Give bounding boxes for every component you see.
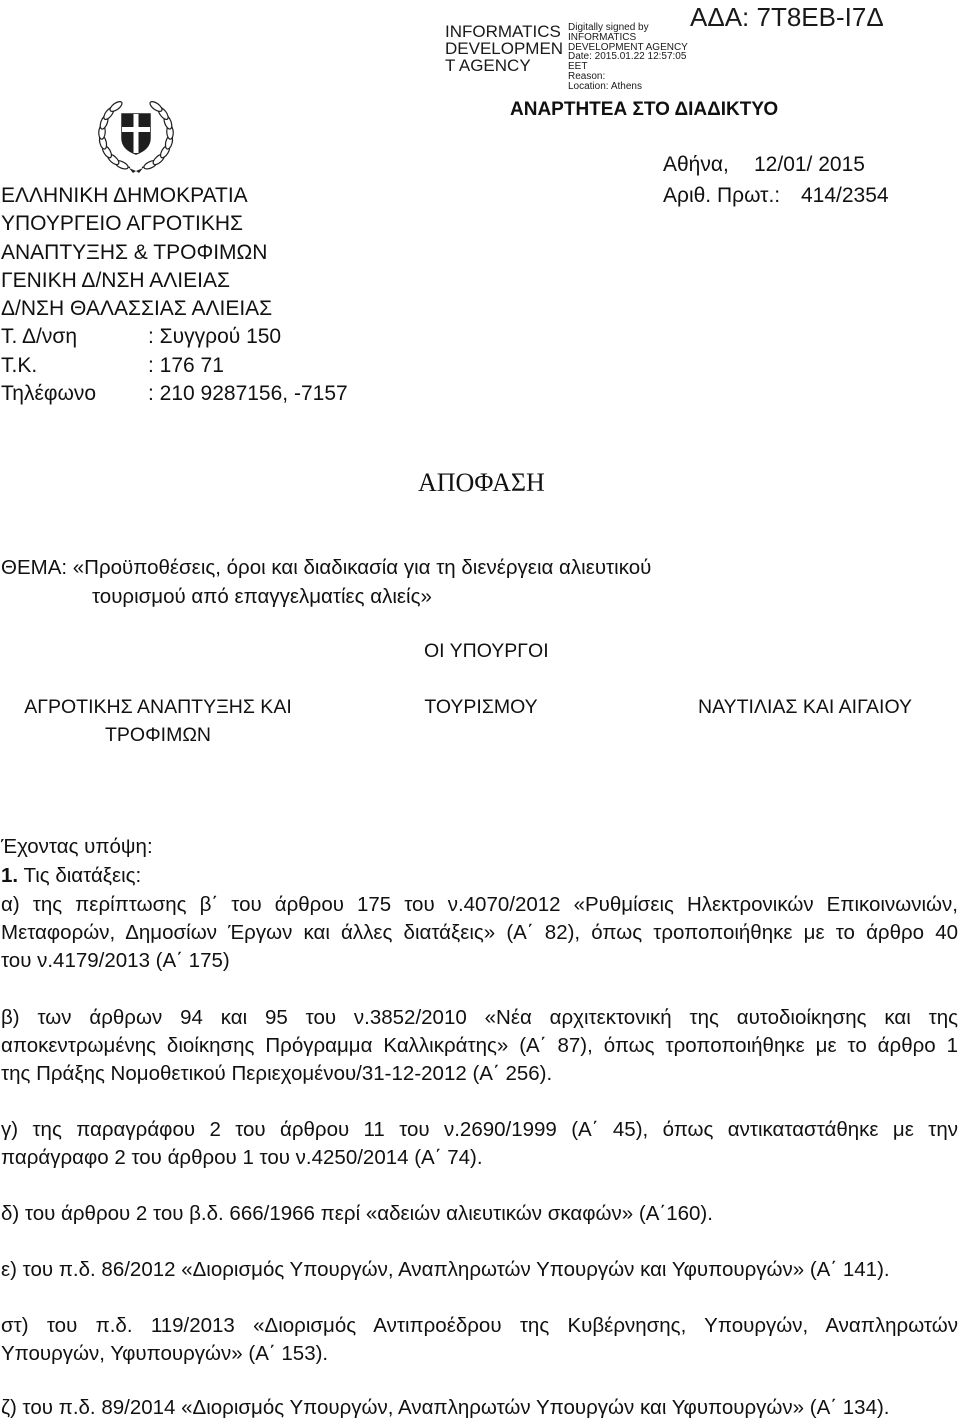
contact-value: : 210 9287156, -7157: [148, 382, 348, 406]
signature-detail-line: EET: [568, 61, 588, 73]
signature-details: [568, 23, 688, 92]
provision-line: Υπουργών, Υφυπουργών» (Α΄ 153).: [1, 1342, 329, 1365]
shield-cross-vertical: [134, 114, 139, 153]
minister-column-shipping: [680, 693, 930, 721]
contact-label: Τ. Δ/νση: [1, 325, 78, 349]
contact-address: [1, 323, 401, 351]
section-title: Τις διατάξεις:: [23, 864, 142, 887]
provision-line: στ) του π.δ. 119/2013 «Διορισμός Αντιπροέδρου της Κυβέρνησης, Υπουργών, Αναπληρωτών: [1, 1314, 958, 1337]
provision-line: παράγραφο 2 του άρθρου 1 του ν.4250/2014 (Α΄ 74).: [1, 1146, 483, 1169]
shield-cross-horizontal: [122, 127, 150, 132]
contact-label: Τ.Κ.: [1, 353, 38, 377]
provision-line: ζ) του π.δ. 89/2014 «Διορισμός Υπουργών, Αναπληρωτών Υπουργών και Υφυπουργών» (Α΄ 134).: [1, 1396, 890, 1419]
provision-line: α) της περίπτωσης β΄ του άρθρου 175 του ν.4070/2012 «Ρυθμίσεις Ηλεκτρονικών Επικοινωνιών,: [1, 893, 958, 916]
contact-value: : Συγγρού 150: [148, 325, 282, 349]
laurel-leaf: [148, 100, 163, 113]
provision-line: δ) του άρθρου 2 του β.δ. 666/1966 περί «αδειών αλιευτικών σκαφών» (Α΄160).: [1, 1202, 713, 1225]
document-type-title: ΑΠΟΦΑΣΗ: [418, 468, 545, 497]
issuer-line: Δ/ΝΣΗ ΘΑΛΑΣΣΙΑΣ ΑΛΙΕΙΑΣ: [1, 297, 273, 321]
signature-detail-line: INFORMATICS: [568, 31, 637, 43]
contact-postal-code: [1, 352, 401, 380]
minister-column-line: ΝΑΥΤΙΛΙΑΣ ΚΑΙ ΑΙΓΑΙΟΥ: [697, 696, 912, 718]
provision-item-b: [1, 1004, 958, 1088]
date-value: 12/01/ 2015: [754, 153, 865, 176]
laurel-leaf: [108, 100, 123, 113]
greek-coat-of-arms-icon: [93, 92, 179, 174]
place-label: Αθήνα,: [663, 153, 729, 176]
provision-item-c: [1, 1116, 958, 1172]
issuer-line: ΑΝΑΠΤΥΞΗΣ & ΤΡΟΦΙΜΩΝ: [1, 240, 268, 264]
publication-note: ΑΝΑΡΤΗΤΕΑ ΣΤΟ ΔΙΑΔΙΚΤΥΟ: [510, 99, 779, 120]
ribbon-bow: [129, 168, 143, 173]
signature-agency-line: T AGENCY: [445, 56, 531, 75]
provision-item-a: [1, 891, 958, 975]
protocol-value: 414/2354: [801, 184, 889, 207]
contact-label: Τηλέφωνο: [1, 382, 97, 406]
contact-value: : 176 71: [148, 353, 224, 377]
signature-agency-line: INFORMATICS: [445, 22, 561, 41]
provision-line: του ν.4179/2013 (Α΄ 175): [1, 949, 230, 972]
provision-line: ε) του π.δ. 86/2012 «Διορισμός Υπουργών, Αναπληρωτών Υπουργών και Υφυπουργών» (Α΄ 141).: [1, 1258, 890, 1281]
provision-item-g: [1, 1394, 958, 1422]
section-number: 1.: [1, 864, 19, 887]
signature-detail-line: Location: Athens: [568, 80, 642, 92]
issuing-authority: [1, 182, 401, 408]
provision-line: αποκεντρωμένης διοίκησης Πρόγραμμα Καλλικράτης» (Α΄ 87), όπως τροποποιήθηκε με το άρθρο 1: [1, 1034, 958, 1057]
minister-column-line: ΤΟΥΡΙΣΜΟΥ: [424, 696, 538, 718]
section-heading: [1, 862, 141, 890]
signature-agency-name: [445, 23, 563, 74]
ministers-heading: ΟΙ ΥΠΟΥΡΓΟΙ: [424, 640, 549, 662]
minister-column-line: ΑΓΡΟΤΙΚΗΣ ΑΝΑΠΤΥΞΗΣ ΚΑΙ: [24, 696, 292, 718]
provision-item-d: [1, 1200, 958, 1228]
minister-column-line: ΤΡΟΦΙΜΩΝ: [105, 724, 211, 746]
considerations-intro: Έχοντας υπόψη:: [1, 835, 153, 858]
provision-line: της Πράξης Νομοθετικού Περιεχομένου/31-12-2012 (Α΄ 256).: [1, 1062, 553, 1085]
provision-line: β) των άρθρων 94 και 95 του ν.3852/2010 «Νέα αρχιτεκτονική της αυτοδιοίκησης και της: [1, 1006, 958, 1029]
signature-detail-line: Digitally signed by: [568, 22, 649, 33]
provision-line: γ) της παραγράφου 2 του άρθρου 11 του ν.2690/1999 (Α΄ 45), όπως αντικαταστάθηκε με την: [1, 1118, 958, 1141]
signature-detail-line: DEVELOPMENT AGENCY: [568, 41, 688, 53]
protocol-label: Αριθ. Πρωτ.:: [663, 184, 781, 207]
issuer-line: ΕΛΛΗΝΙΚΗ ΔΗΜΟΚΡΑΤΙΑ: [1, 184, 248, 207]
issuer-line: ΓΕΝΙΚΗ Δ/ΝΣΗ ΑΛΙΕΙΑΣ: [1, 268, 230, 292]
signature-detail-line: Date: 2015.01.22 12:57:05: [568, 51, 687, 63]
place-date: [663, 151, 893, 180]
subject-line: ΘΕΜΑ: «Προϋποθέσεις, όροι και διαδικασία για τη διενέργεια αλιευτικού: [1, 556, 652, 579]
minister-column-agriculture: [0, 693, 316, 749]
issuer-line: ΥΠΟΥΡΓΕΙΟ ΑΓΡΟΤΙΚΗΣ: [1, 212, 243, 236]
provision-item-f: [1, 1312, 958, 1368]
provision-item-e: [1, 1256, 958, 1284]
signature-agency-line: DEVELOPMEN: [445, 39, 564, 58]
ada-identifier: ΑΔΑ: 7Τ8ΕΒ-Ι7Δ: [690, 2, 884, 32]
signature-detail-line: Reason:: [568, 70, 606, 82]
contact-phone: [1, 380, 401, 408]
provision-line: Μεταφορών, Δημοσίων Έργων και άλλες διατάξεις» (Α΄ 82), όπως τροποποιήθηκε με το άρθρο 40: [1, 921, 958, 944]
protocol-number: [663, 182, 893, 211]
minister-column-tourism: [381, 693, 581, 721]
subject-line: τουρισμού από επαγγελματίες αλιείς»: [92, 585, 432, 608]
